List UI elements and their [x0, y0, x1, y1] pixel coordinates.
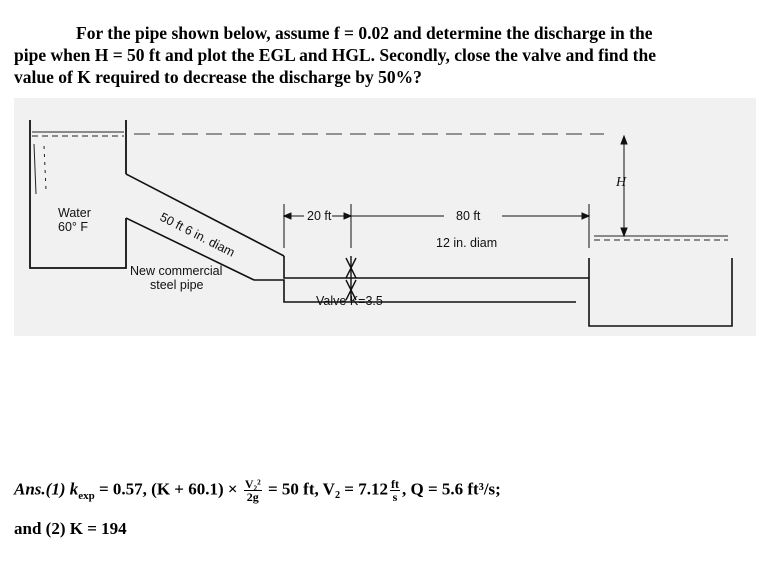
- answer-line-1: [14, 478, 501, 503]
- material-label-2: steel pipe: [150, 278, 204, 292]
- water-label-2: 60° F: [58, 220, 89, 234]
- answer-part-b: = 50 ft, V₂ = 7.12: [263, 479, 388, 499]
- frac-numerator: V₂²: [244, 477, 261, 491]
- pipe1-diameter-label: 50 ft 6 in. diam: [157, 210, 238, 260]
- pipe-figure: [14, 98, 756, 336]
- answer-sub-exp: exp: [78, 489, 95, 502]
- material-label-1: New commercial: [130, 264, 223, 278]
- problem-line-3: value of K required to decrease the discharge by 50%?: [14, 67, 422, 87]
- unit-fraction: [390, 478, 400, 503]
- frac-denominator: 2g: [246, 490, 259, 504]
- answer-part-a: = 0.57, (K + 60.1) ×: [94, 479, 242, 499]
- valve-label: Valve K=3.5: [316, 294, 383, 308]
- dim-80ft-label: 80 ft: [456, 209, 481, 223]
- pipe2-diameter-label: 12 in. diam: [436, 236, 498, 250]
- answer-part-c: , Q = 5.6 ft³/s;: [401, 479, 501, 499]
- water-label-1: Water: [58, 206, 91, 220]
- answer-prefix: Ans.(1) k: [14, 479, 79, 499]
- head-H-label: H: [616, 175, 627, 190]
- pipe-diagram: [14, 98, 756, 336]
- unit-denominator: s: [392, 490, 398, 504]
- answer-line-2: and (2) K = 194: [14, 519, 127, 538]
- problem-line-1: For the pipe shown below, assume f = 0.02 and determine the discharge in the: [76, 23, 653, 43]
- dim-20ft-label: 20 ft: [307, 209, 332, 223]
- problem-line-2: pipe when H = 50 ft and plot the EGL and HGL. Secondly, close the valve and find the: [14, 45, 657, 65]
- unit-numerator: ft: [390, 477, 399, 491]
- velocity-head-fraction: [244, 478, 262, 503]
